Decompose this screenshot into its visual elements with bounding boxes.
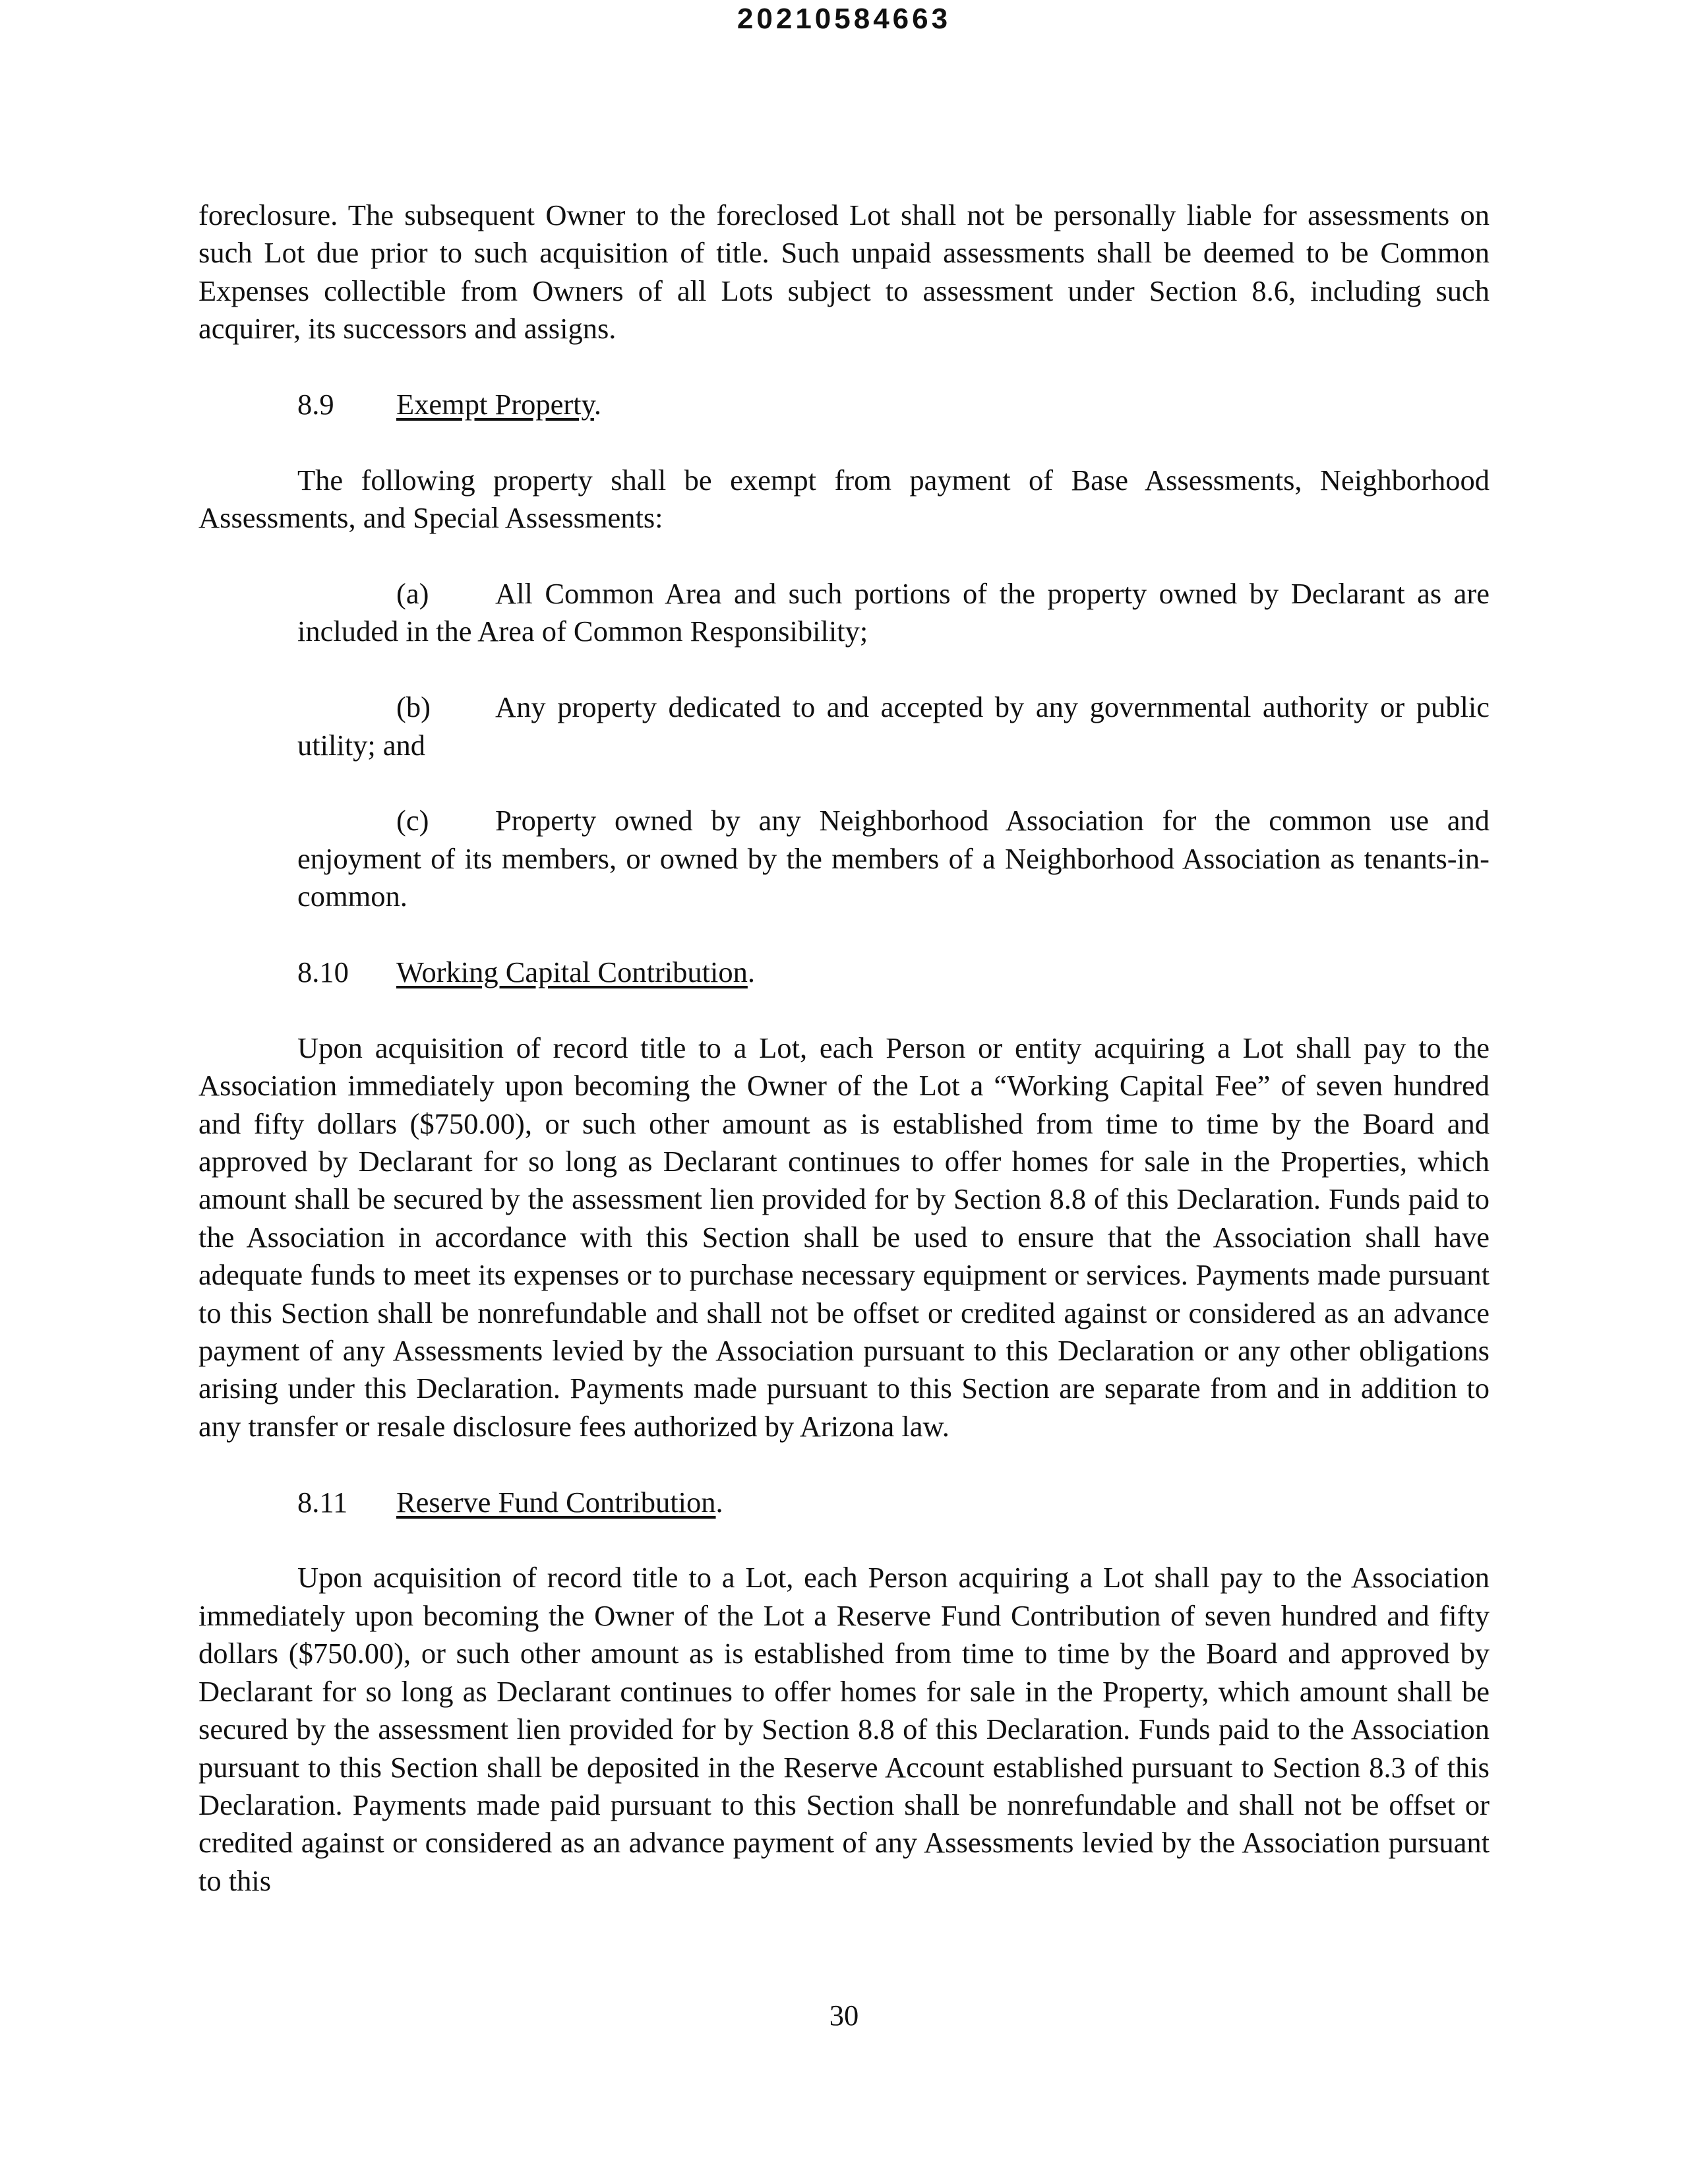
section-title-period: . bbox=[747, 956, 755, 989]
list-item-text: Any property dedicated to and accepted by any governmental authority or public utility; and bbox=[297, 690, 1490, 762]
document-body bbox=[198, 197, 1490, 1900]
section-heading-8-9 bbox=[198, 386, 1490, 423]
section-title-period: . bbox=[715, 1485, 723, 1519]
page-number: 30 bbox=[829, 1999, 859, 2032]
list-item bbox=[198, 575, 1490, 651]
list-item-label: (a) bbox=[396, 577, 429, 611]
list-item bbox=[198, 802, 1490, 915]
recording-number: 20210584663 bbox=[737, 3, 951, 35]
list-item-label: (c) bbox=[396, 804, 429, 837]
section-number: 8.11 bbox=[297, 1485, 348, 1519]
paragraph-working-capital: Upon acquisition of record title to a Lot, each Person or entity acquiring a Lot shall pay to the Association immediately upon becoming the Owner of the Lot a “Working Capital Fee” of seven hundred and fifty dollars ($750.00), or such other amount as is established from time to time by the Board and approved by Declarant for so long as Declarant continues to offer homes for sale in the Properties, which amount shall be secured by the assessment lien provided for by Section 8.8 of this Declaration. Funds paid to the Association in accordance with this Section shall be used to ensure that the Association shall have adequate funds to meet its expenses or to purchase necessary equipment or services. Payments made pursuant to this Section shall be nonrefundable and shall not be offset or credited against or considered as an advance payment of any Assessments levied by the Association pursuant to this Declaration or any other obligations arising under this Declaration. Payments made pursuant to this Section are separate from and in addition to any transfer or resale disclosure fees authorized by Arizona law. bbox=[198, 1031, 1490, 1443]
section-heading-8-11 bbox=[198, 1484, 1490, 1521]
paragraph-reserve-fund: Upon acquisition of record title to a Lot, each Person acquiring a Lot shall pay to the Association immediately upon becoming the Owner of the Lot a Reserve Fund Contribution of seven hundred and fifty dollars ($750.00), or such other amount as is established from time to time by the Board and approved by Declarant for so long as Declarant continues to offer homes for sale in the Property, which amount shall be secured by the assessment lien provided for by Section 8.8 of this Declaration. Funds paid to the Association pursuant to this Section shall be deposited in the Reserve Account established pursuant to Section 8.3 of this Declaration. Payments made paid pursuant to this Section shall be nonrefundable and shall not be offset or credited against or considered as an advance payment of any Assessments levied by the Association pursuant to this bbox=[198, 1561, 1490, 1897]
section-title: Working Capital Contribution bbox=[396, 956, 748, 989]
section-title: Reserve Fund Contribution bbox=[396, 1485, 716, 1519]
section-heading-8-10 bbox=[198, 954, 1490, 991]
section-title-period: . bbox=[593, 388, 602, 421]
section-number: 8.9 bbox=[297, 388, 334, 421]
paragraph-exempt-intro: The following property shall be exempt from payment of Base Assessments, Neighborhood Assessments, and Special Assessments: bbox=[198, 463, 1490, 535]
section-title: Exempt Property bbox=[396, 388, 594, 421]
list-item-text: Property owned by any Neighborhood Association for the common use and enjoyment of its members, or owned by the members of a Neighborhood Association as tenants-in-common. bbox=[297, 804, 1490, 913]
paragraph-foreclosure: foreclosure. The subsequent Owner to the foreclosed Lot shall not be personally liable for assessments on such Lot due prior to such acquisition of title. Such unpaid assessments shall be deemed to be Common Expenses collectible from Owners of all Lots subject to assessment under Section 8.6, including such acquirer, its successors and assigns. bbox=[198, 198, 1490, 346]
section-number: 8.10 bbox=[297, 956, 349, 989]
list-item-label: (b) bbox=[396, 690, 431, 724]
list-item bbox=[198, 688, 1490, 764]
list-item-text: All Common Area and such portions of the property owned by Declarant as are included in the Area of Common Responsibility; bbox=[297, 577, 1490, 648]
